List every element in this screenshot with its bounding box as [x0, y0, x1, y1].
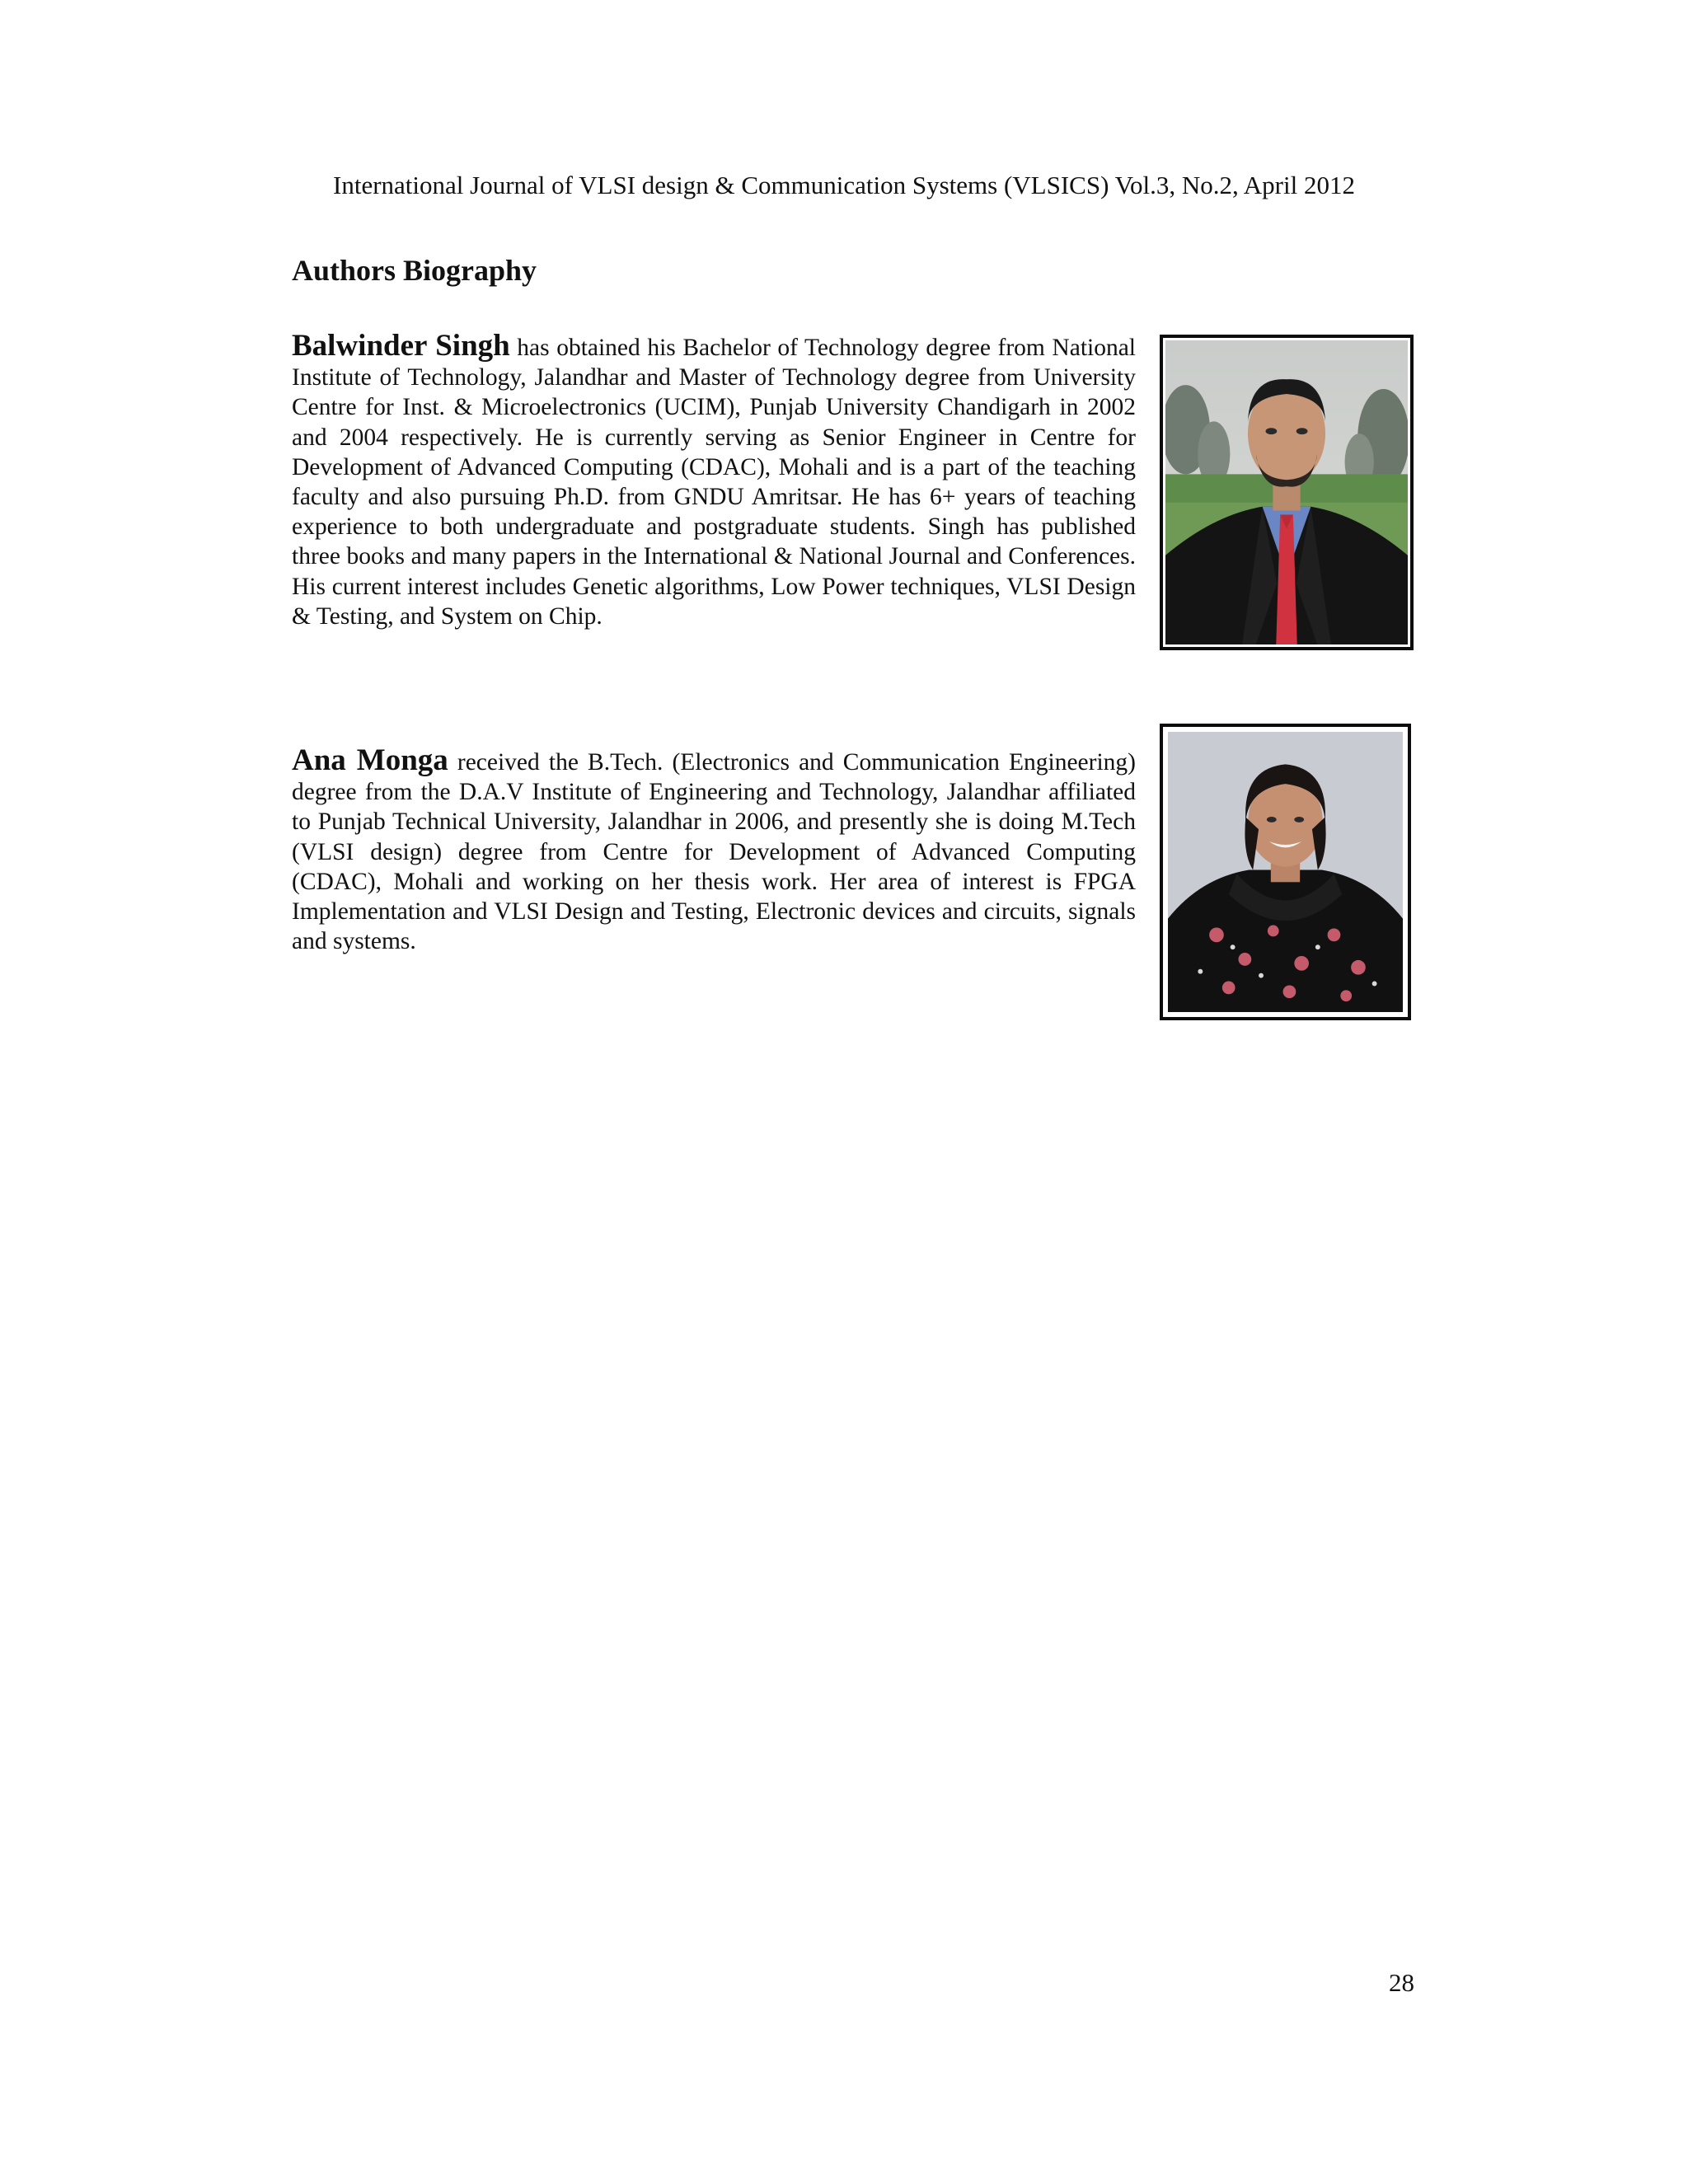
section-title: Authors Biography	[292, 254, 537, 287]
author-bio-paragraph	[292, 331, 1136, 631]
author-bio-paragraph	[292, 743, 1136, 956]
author-portrait-image	[1168, 732, 1403, 1012]
author-portrait-image	[1165, 340, 1408, 644]
author-bio-text: has obtained his Bachelor of Technology degree from National Institute of Technology, Jalandhar and Master of Technology degree from University Centre for Inst. & Microelectronics (UCIM), Punjab University Chandigarh in 2002 and 2004 respectively. He is currently serving as Senior Engineer in Centre for Development of Advanced Computing (CDAC), Mohali and is a part of the teaching faculty and also pursuing Ph.D. from GNDU Amritsar. He has 6+ years of teaching experience to both undergraduate and postgraduate students. Singh has published three books and many papers in the International & National Journal and Conferences. His current interest includes Genetic algorithms, Low Power techniques, VLSI Design & Testing, and System on Chip.	[292, 335, 1137, 630]
page-number: 28	[1389, 1968, 1414, 1997]
author-photo	[1160, 335, 1414, 650]
author-name: Balwinder Singh	[292, 329, 510, 363]
author-bio-text: received the B.Tech. (Electronics and Communication Engineering) degree from the D.A.V Institute of Engineering and Technology, Jalandhar affiliated to Punjab Technical University, Jalandhar in 2006, and presently she is doing M.Tech (VLSI design) degree from Centre for Development of Advanced Computing (CDAC), Mohali and working on her thesis work. Her area of interest is FPGA Implementation and VLSI Design and Testing, Electronic devices and circuits, signals and systems.	[292, 749, 1136, 955]
author-photo	[1160, 724, 1411, 1020]
journal-header: International Journal of VLSI design & Communication Systems (VLSICS) Vol.3, No.2, April 2012	[333, 171, 1355, 199]
author-name: Ana Monga	[292, 743, 448, 777]
